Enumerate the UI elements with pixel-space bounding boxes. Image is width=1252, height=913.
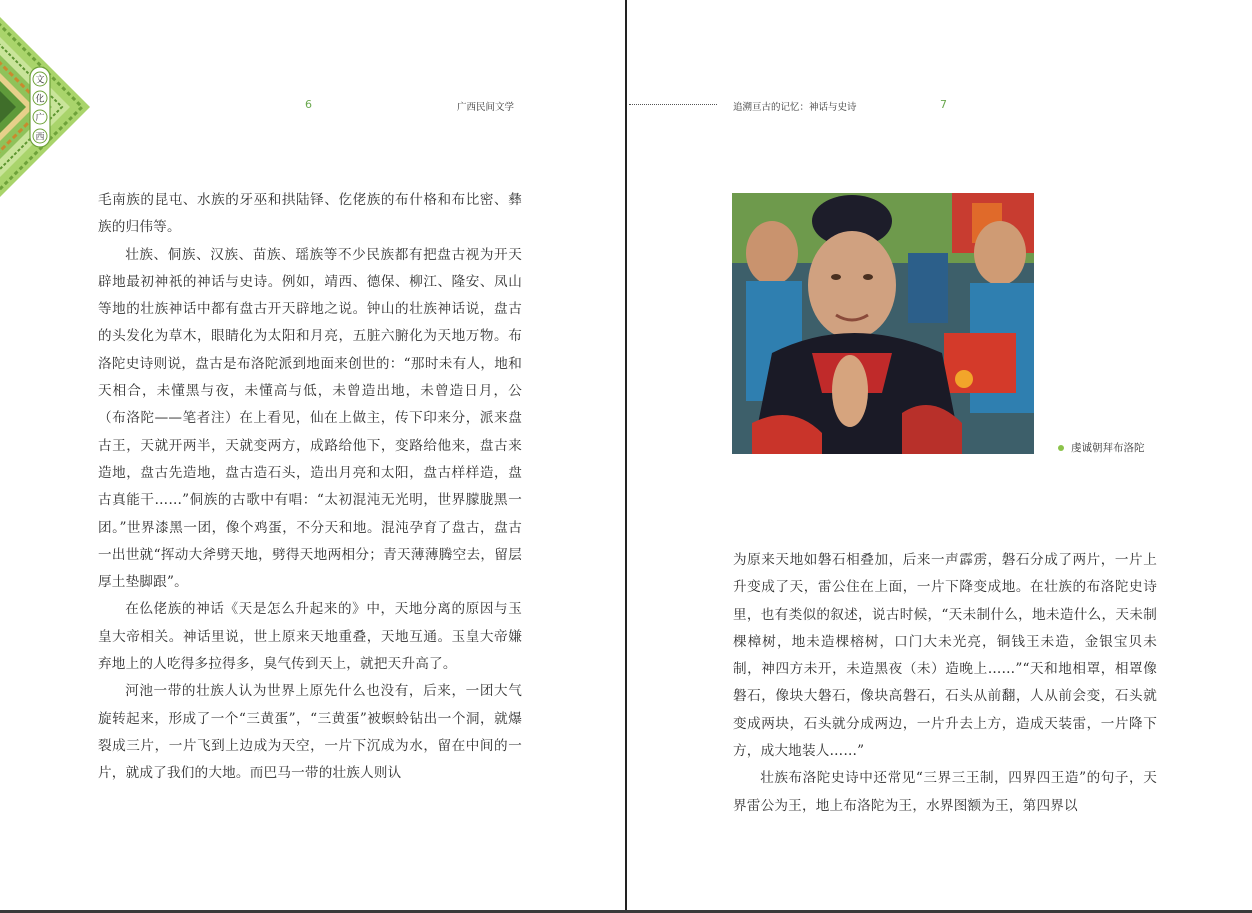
caption-text: 虔诚朝拜布洛陀 <box>1071 442 1145 454</box>
page-number-right: 7 <box>940 98 947 111</box>
header-leader-dots <box>629 104 717 105</box>
photo-worship-buluotuo <box>732 193 1034 454</box>
running-title-left: 广西民间文学 <box>457 102 515 113</box>
badge-char-4: 西 <box>35 132 45 143</box>
paragraph: 壮族、侗族、汉族、苗族、瑶族等不少民族都有把盘古视为开天辟地最初神祇的神话与史诗。例如，靖西、德保、柳江、隆安、凤山等地的壮族神话中都有盘古开天辟地之说。钟山的壮族神话说，盘古的头发化为草木，眼睛化为太阳和月亮，五脏六腑化为天地万物。布洛陀史诗则说，盘古是布洛陀派到地面来创世的：“那时未有人，地和天相合，未懂黑与夜，未懂高与低，未曾造出地，未曾造日月，公（布洛陀——笔者注）在上看见，仙在上做主，传下印来分，派来盘古王，天就开两半，天就变两方，成路给他下，变路给他来，盘古来造地，盘古先造地，盘古造石头，造出月亮和太阳，盘古样样造，盘古真能干……”侗族的古歌中有唱：“太初混沌无光明，世界朦胧黑一团。”世界漆黑一团，像个鸡蛋，不分天和地。混沌孕育了盘古，盘古一出世就“挥动大斧劈天地，劈得天地两相分；青天薄薄腾空去，留层厚土垫脚跟”。 <box>98 246 522 591</box>
paragraph: 壮族布洛陀史诗中还常见“三界三王制，四界四王造”的句子，天界雷公为王，地上布洛陀为王，水界图额为王，第四界以 <box>733 770 1157 814</box>
photo-caption <box>1058 440 1145 455</box>
paragraph: 在仫佬族的神话《天是怎么升起来的》中，天地分离的原因与玉皇大帝相关。神话里说，世上原来天地重叠，天地互通。玉皇大帝嫌弃地上的人吃得多拉得多，臭气传到天上，就把天升高了。 <box>98 601 522 673</box>
page-number-left: 6 <box>305 98 312 111</box>
caption-bullet-icon <box>1058 445 1064 451</box>
paragraph: 毛南族的昆屯、水族的牙巫和拱陆铎、仡佬族的布什格和布比密、彝族的归伟等。 <box>98 192 522 236</box>
right-body-text <box>733 547 1157 820</box>
decorative-corner-pattern <box>0 5 100 205</box>
paragraph: 为原来天地如磐石相叠加，后来一声霹雳，磐石分成了两片，一片上升变成了天，雷公住在上面，一片下降变成地。在壮族的布洛陀史诗里，也有类似的叙述，说古时候，“天未制什么，地未造什么，天未制棵樟树，地未造棵榕树，口门大未光亮，铜钱王未造，金银宝贝未制，神四方未开，未造黑夜（未）造晚上……”“天和地相罩，相罩像磐石，像块大磐石，像块高磐石，石头从前翻，人从前会变，石头就变成两块，石头就分成两边，一片升去上方，造成天装雷，一片降下方，成大地装人……” <box>733 552 1157 760</box>
right-page <box>627 0 1252 910</box>
left-page <box>0 0 625 910</box>
badge-char-1: 文 <box>35 75 45 86</box>
badge-char-3: 广 <box>35 113 45 124</box>
left-body-text <box>98 187 522 788</box>
running-title-right: 追溯亘古的记忆：神话与史诗 <box>733 102 857 113</box>
badge-char-2: 化 <box>35 94 45 105</box>
paragraph: 河池一带的壮族人认为世界上原先什么也没有，后来，一团大气旋转起来，形成了一个“三黄蛋”，“三黄蛋”被螟蛉钻出一个洞，就爆裂成三片，一片飞到上边成为天空，一片下沉成为水，留在中间的一片，就成了我们的大地。而巴马一带的壮族人则认 <box>98 683 522 782</box>
